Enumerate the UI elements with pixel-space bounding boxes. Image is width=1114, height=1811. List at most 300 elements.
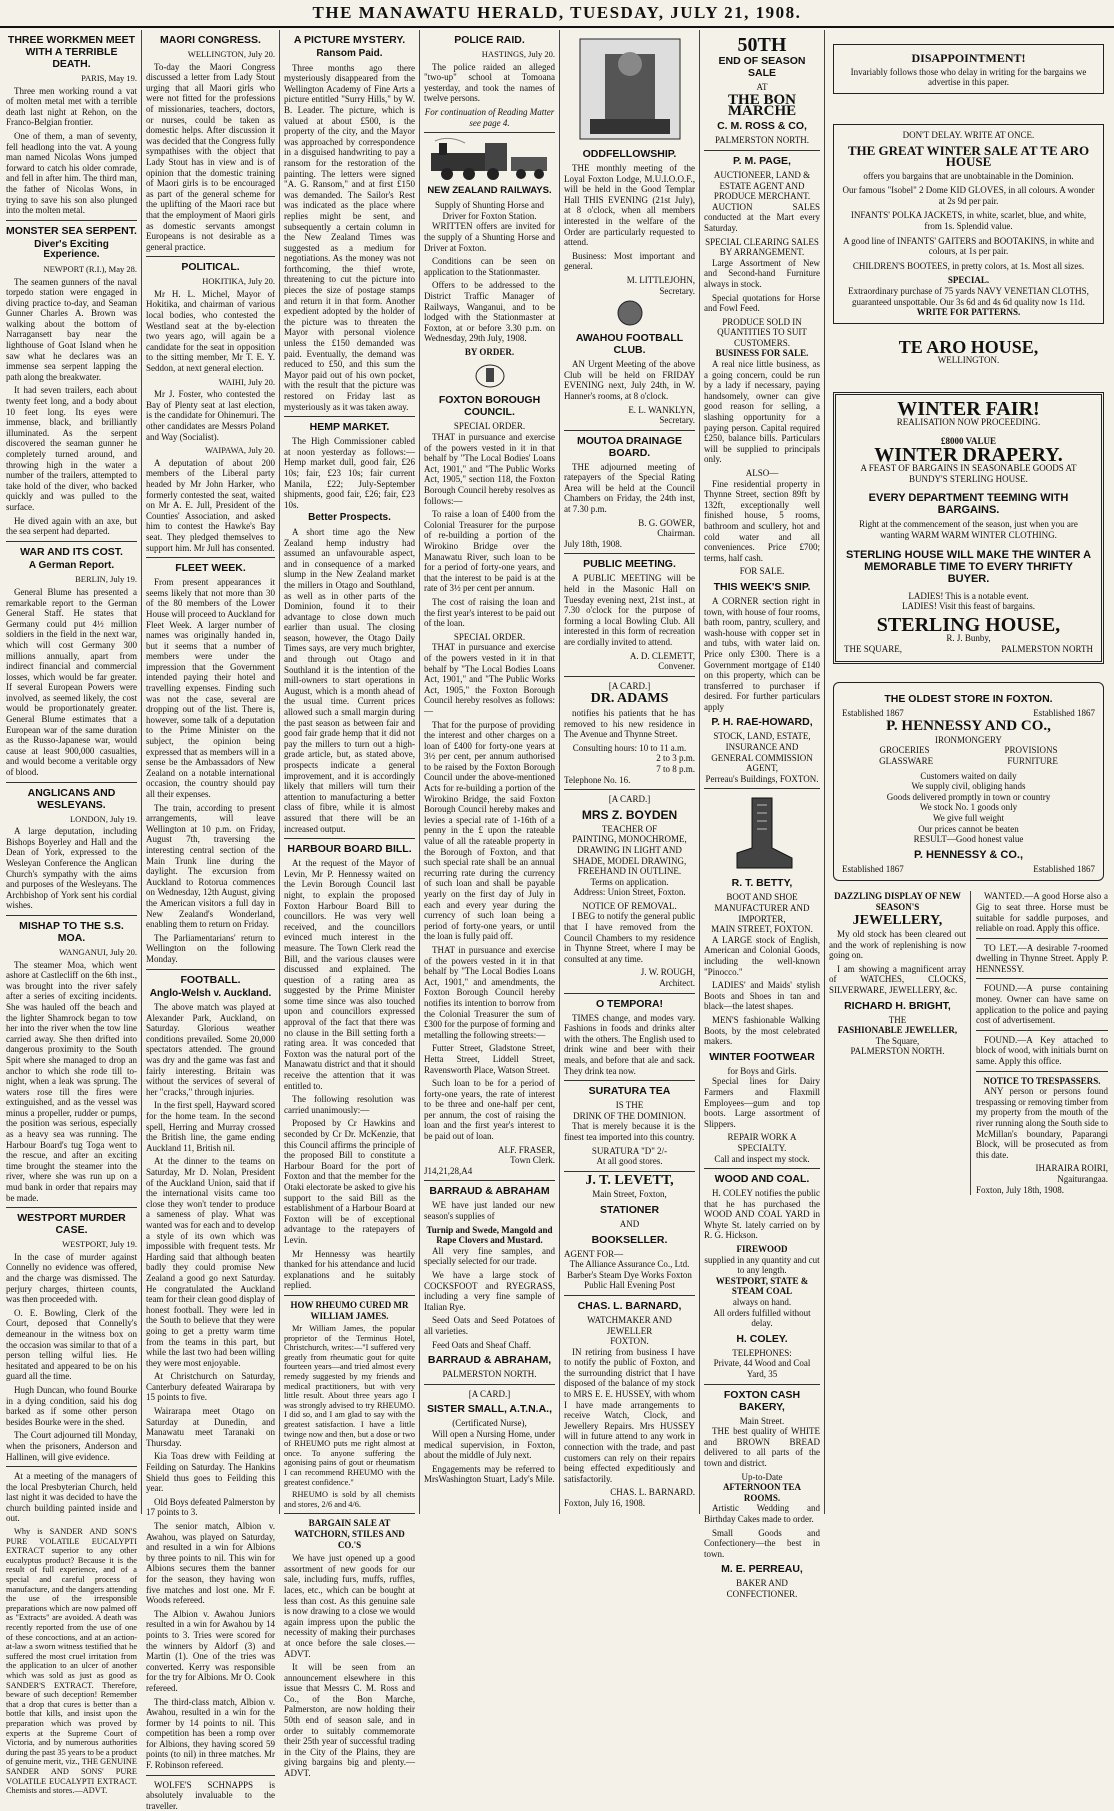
advert-heading: MRS Z. BOYDEN <box>581 807 678 822</box>
advert-heading: P. M. PAGE, <box>733 154 791 167</box>
advert-text: Goods delivered promptly in town or country <box>886 791 1051 802</box>
advert-text: FURNITURE <box>1007 755 1058 766</box>
paragraph: It had seven trailers, each about twenty feet long, and a body about 10 feet long. Its eyes were immense, black, and brilliantly illuminated. As the serpent discovered the seaman gunner he completely turned around, and throwing high in the water a number of the trailers, attempted to take hold of the diver, who backed quickly and was pulled to the surface. <box>6 385 137 512</box>
divider <box>424 132 555 133</box>
paragraph: The senior match, Albion v. Awahou, was played on Saturday, and resulted in a win for Albions by three points to nil. This win for Albions secures them the banner for the season, they having won five matches and lost one. Mr F. Woods refereed. <box>146 1521 275 1606</box>
subheadline: Anglo-Welsh v. Auckland. <box>149 987 272 999</box>
card-label: [A CARD.] <box>608 794 651 805</box>
advert-text: always on hand. <box>732 1297 792 1308</box>
advert-text: Perreau's Buildings, FOXTON. <box>705 773 819 784</box>
advert-text: Supply of Shunting Horse and Driver for Foxton Station. <box>435 200 544 221</box>
advert-heading: THE OLDEST STORE IN FOXTON. <box>884 692 1053 705</box>
paragraph: Mr H. L. Michel, Mayor of Hokitika, and chairman of various local bodies, who contested the Westland seat at the by-election two years ago, will again be a candidate for the seat in opposition to the sitting member, Mr T. E. Y. Seddon, at next general election. <box>146 288 275 374</box>
divider <box>146 256 275 257</box>
paragraph: He dived again with an axe, but the sea serpent had departed. <box>6 515 137 537</box>
divider <box>6 782 137 783</box>
headline: FLEET WEEK. <box>175 562 246 575</box>
advert-box <box>833 124 1104 324</box>
paragraph: THE monthly meeting of the Loyal Foxton Lodge, M.U.I.O.O.F., will be held in the Good Templar Hall THIS EVENING (21st July), at 8 o'clock, when all members interested in the welfare of the Order are particularly requested to attend. <box>564 163 695 248</box>
advert-heading: END OF SEASON SALE <box>718 54 806 79</box>
divider <box>6 1207 137 1208</box>
advert-text: We stock No. 1 goods only <box>919 802 1018 813</box>
advert-text: Our famous "Isobel" 2 Dome KID GLOVES, in all colours. A wonder at 2s 9d per pair. <box>842 185 1095 206</box>
paragraph: Three months ago there mysteriously disappeared from the Wellington Academy of Fine Arts a picture entitled "Surry Hills," by W. B. Leader. The picture, which is valued at about £500, is the property of the city, and the Mayor was approached by correspondence in a disguised handwriting to pay a ransom for the restoration of the painting. The letters were signed "A. G. Ransom," and at first £150 was demanded. The Sailor's Rest was indicated as the place where replies might be sent, and subsequently a certain column in the New Zealand Times was suggested as a medium for negotiations. As the money was not forthcoming, the thief wrote, threatening to cut the picture into pieces the size of postage stamps and return it in that form. Another expedient adopted by the holder of the picture was to threaten the Mayor with personal violence unless the £150 demanded was paid. Eventually, the demand was reduced to £50, and this sum the Mayor paid out of his own pocket, with the result that the picture was restored on Friday last as mysteriously as it was taken away. <box>284 62 415 412</box>
dateline: HASTINGS, July 20. <box>481 49 555 59</box>
divider <box>976 1071 1108 1072</box>
signature: CHAS. L. BARNARD. <box>610 1487 695 1498</box>
signature-title: Ngaiturangaa. <box>1057 1173 1108 1184</box>
advert-text: (Certificated Nurse), <box>452 1418 527 1429</box>
advert-text: £8000 VALUE <box>941 436 996 447</box>
paragraph: The police raided an alleged "two-up" school at Tomoana yesterday, and took the names of twelve persons. <box>424 61 555 104</box>
advert-heading: AWAHOU FOOTBALL CLUB. <box>575 332 684 357</box>
headline: WESTPORT MURDER CASE. <box>17 1212 126 1237</box>
headline: MONSTER SEA SERPENT. <box>6 224 137 237</box>
paragraph: The Albion v. Awahou Juniors resulted in a win for Awahou by 14 points to 3. Tries were scored for the winners by Aldorf (3) and Martin (1). One of the tries was converted. Kerry was responsible for the try for Albions. Mr O. Cook refereed. <box>146 1608 275 1693</box>
advert-text: SPECIAL CLEARING SALES BY ARRANGEMENT. <box>705 236 819 258</box>
advert-heading: M. E. PERREAU, <box>721 1563 803 1576</box>
advert-heading: STERLING HOUSE, <box>876 613 1061 636</box>
advert-heading: P. HENNESSY & CO., <box>913 848 1024 861</box>
paragraph: At a meeting of the managers of the local Presbyterian Church, held last night it was decided to have the church building painted inside and out. <box>6 1471 137 1524</box>
headline: POLITICAL. <box>181 261 240 274</box>
advert-text: REPAIR WORK A SPECIALTY. <box>727 1132 797 1153</box>
column-2 <box>142 30 280 1811</box>
headline: A PICTURE MYSTERY. <box>293 34 406 46</box>
advert-heading: P. HENNESSY AND CO., <box>886 718 1051 735</box>
divider <box>146 969 275 970</box>
column-7 <box>825 30 1112 1514</box>
paragraph: I BEG to notify the general public that I have removed from the Council Chambers to my residence in Thynne Street, where I may be consulted at any time. <box>564 911 695 964</box>
divider <box>564 1080 695 1081</box>
signature-title: Secretary. <box>659 415 695 426</box>
advert-text: At all good stores. <box>596 1156 663 1167</box>
divider <box>564 993 695 994</box>
advert-text: A good line of INFANTS' GAITERS and BOOTAKINS, in white and colours, at 1s per pair. <box>843 235 1094 257</box>
classified-ad: WANTED.—A good Horse also a Gig to seat three. Horse must be suitable for saddle purposes, and reliable on road. Apply this office. <box>975 891 1108 934</box>
boot-illustration <box>727 793 797 873</box>
headline: WAR AND ITS COST. <box>20 545 123 558</box>
paragraph: RHEUMO is sold by all chemists and stores, 2/6 and 4/6. <box>284 1490 415 1509</box>
signature: IHARAIRA ROIRI, <box>1035 1163 1108 1174</box>
advert-text: Established 1867 <box>1033 863 1095 874</box>
advert-text: AGENT FOR— <box>564 1248 624 1259</box>
advert-heading: HOW RHEUMO CURED MR WILLIAM JAMES. <box>290 1299 409 1321</box>
advert-text: Right at the commencement of the season, just when you are wanting WARM WARM WINTER CLOTHING. <box>859 519 1078 541</box>
paragraph: Offers to be addressed to the District Traffic Manager of Railways, Wanganui, and to be lodged with the Stationmaster at Foxton, at or before 3.30 p.m. on Wednesday, 29th July, 1908. <box>424 280 555 344</box>
divider <box>146 557 275 558</box>
paragraph: A CORNER section right in town, with house of four rooms, bath room, pantry, scullery, and wash-house with copper set in and tubs, with water laid on. Price only £300. There is a Government mortgage of £140 on this property, which can be transferred to purchaser if desired. For further particulars apply <box>704 595 820 712</box>
paragraph: The third-class match, Albion v. Awahou, resulted in a win for the former by 14 points to nil. This competition has been a romp over for Albions, they having scored 59 points (to nil) in three matches. Mr F. Robinson refereed. <box>146 1696 275 1771</box>
advert-box <box>833 392 1104 664</box>
advert-text: Main Street, Foxton, <box>592 1189 667 1200</box>
advert-text: offers you bargains that are unobtainable in the Dominion. <box>863 170 1074 181</box>
paragraph: We have a large stock of COCKSFOOT and RYEGRASS, including a very fine sample of Italian Rye. <box>424 1270 555 1312</box>
advert-heading: FOXTON BOROUGH COUNCIL. <box>438 394 541 419</box>
classifieds <box>971 891 1108 1195</box>
paragraph: Kia Toas drew with Feilding at Feilding on Saturday. The Hankins Shield thus goes to Feilding this year. <box>146 1451 275 1494</box>
advert-heading: STERLING HOUSE WILL MAKE THE WINTER A MEMORABLE TIME TO EVERY THRIFTY BUYER. <box>845 548 1092 585</box>
advert-heading: BOOKSELLER. <box>591 1233 668 1246</box>
advert-text: PALMERSTON NORTH. <box>850 1046 945 1057</box>
advert-text <box>842 745 1095 756</box>
paragraph: A short time ago the New Zealand hemp industry had assumed an unfavourable aspect, and in consequence of a marked slump in the New Zealand market the millers in Otago and Southland, as well as in other parts of the Dominion, found it to their advantage to close down much earlier than usual. The closing season, however, the Otago Daily Times says, are very much brighter, and through out Otago and Southland it is the intention of the mill-owners to start operations in August, which is a month ahead of the usual time. Current prices allowed such a small margin during the past season as between fair and good fair grade hemp that it did not pay the millers to turn out a high-grade article, but, as stated above, prospects indicate a general improvement, and it is accordingly likely that millers will turn their attention to manufacturing a better class of fibre, while it is almost assured that there will be an increased output. <box>284 526 415 834</box>
advert-heading: THE BON MARCHE <box>727 92 797 119</box>
paragraph: At the request of the Mayor of Levin, Mr P. Hennessy waited on the Levin Borough Council last night, to explain the proposed Foxton Harbour Board Bill to councillors. He was very well received, and the councillors evinced much interest in the measure. The Town Clerk read the Bill, and the various clauses were discussed and explained. The question of a rating area as suggested by the Prime Minister some time since was also touched upon and councillors expressed approval of the fact that there was no clause in the Bill setting forth a rating area. It was conceded that Foxton was the natural port of the Manawatu district and that it should receive the attention that it was entitled to. <box>284 858 415 1091</box>
advert-text: supplied in any quantity and cut to any length. <box>704 1254 820 1276</box>
divider <box>6 915 137 916</box>
advert-heading: H. COLEY. <box>736 1332 788 1345</box>
paragraph: WE have just landed our new season's supplies of <box>424 1200 555 1222</box>
advert-text: A FEAST OF BARGAINS IN SEASONABLE GOODS AT BUNDY'S STERLING HOUSE. <box>860 463 1077 484</box>
paragraph: Artistic Wedding and Birthday Cakes made to order. <box>704 1503 820 1524</box>
paragraph: Such loan to be for a period of forty-one years, the rate of interest to be three and one-half per cent, per annum, the cost of raising the loan and the first year's interest to be paid out of loan. <box>424 1078 555 1142</box>
subheadline: Ransom Paid. <box>316 48 383 59</box>
advert-text: WELLINGTON. <box>937 355 1000 366</box>
divider <box>6 1466 137 1467</box>
advert-text <box>842 708 1095 719</box>
paragraph: At Christchurch on Saturday, Canterbury defeated Wairarapa by 15 points to five. <box>146 1371 275 1403</box>
advert-text: STOCK, LAND, ESTATE, INSURANCE AND GENERAL COMMISSION AGENT, <box>711 731 813 774</box>
advert-heading: PUBLIC MEETING. <box>583 558 676 571</box>
advert-heading: WINTER DRAPERY. <box>874 443 1063 466</box>
headline: FOOTBALL. <box>180 973 241 986</box>
paragraph: Feed Oats and Sheaf Chaff. <box>432 1339 532 1350</box>
masthead: THE MANAWATU HERALD, TUESDAY, JULY 21, 1908. <box>0 0 1114 28</box>
advert-box <box>833 682 1104 882</box>
divider <box>424 1180 555 1181</box>
advert-text: BAKER AND CONFECTIONER. <box>726 1578 798 1599</box>
paragraph: THE best quality of WHITE and BROWN BREAD delivered to all parts of the town and district. <box>704 1426 820 1468</box>
paragraph: Small Goods and Confectionery—the best in town. <box>704 1527 820 1559</box>
advert-text: Up-to-Date <box>741 1471 783 1482</box>
paragraph: AUCTION SALES conducted at the Mart every Saturday. <box>704 201 820 233</box>
headline: ANGLICANS AND WESLEYANS. <box>27 786 116 811</box>
paragraph: Conditions can be seen on application to the Stationmaster. <box>424 256 555 277</box>
advert-text: Private, 44 Wood and Coal Yard, 35 <box>713 1358 811 1379</box>
paragraph: IN retiring from business I have to notify the public of Foxton, and the surrounding district that I have disposed of the balance of my stock to MRS E. E. HUSSEY, with whom I have made arrangements to receive Watch, Clock, and Jewellery Repairs. Mrs HUSSEY will in future attend to any work in connection with the trade, and past customers can rely on their repairs being effected expeditiously and satisfactorily. <box>564 1346 695 1484</box>
headline: MISHAP TO THE S.S. MOA. <box>19 919 124 944</box>
classified-ad: FOUND.—A purse containing money. Owner can have same on application to the police and paying cost of advertisement. <box>975 983 1108 1026</box>
subheadline: Diver's Exciting Experience. <box>34 238 109 261</box>
paragraph: The cost of raising the loan and the first year's interest to be paid out of the loan. <box>424 596 555 629</box>
paragraph: To-day the Maori Congress discussed a letter from Lady Stout urging that all Maori girls who were not fitted for the professions of missionaries, teachers, doctors, or nurses, could be taken as domestic helps. After discussion it was decided that the Congress fully sympathises with the object that Lady Stout has in view and is of opinion that the domestic training of Maori girls is to be encouraged as part of the general scheme for the uplifting of the Maori race but that the employment of Maori girls as domestic servants amongst Europeans is not desirable as a general practice. <box>146 61 275 252</box>
advert-text: Main Street. <box>739 1415 785 1426</box>
dateline: WELLINGTON, July 20. <box>187 49 275 59</box>
coat-of-arms-icon <box>470 360 510 390</box>
paragraph: My old stock has been cleared out and the work of replenishing is now going on. <box>829 929 966 961</box>
paragraph: A real nice little business, as a going concern, could be run by a lady if necessary, paying handsomely, owner can give good reason for selling, a slashing opportunity for a paying person. Capital required £250, balance bills. Particulars will be supplied to principals only. <box>704 359 820 465</box>
advert-heading: WINTER FOOTWEAR <box>709 1050 815 1063</box>
paragraph: The following resolution was carried unanimously:— <box>284 1094 415 1115</box>
signature: A. D. CLEMETT, <box>629 650 695 661</box>
advert-heading: TE ARO HOUSE, <box>898 336 1039 357</box>
advert-text: IRONMONGERY <box>934 734 1002 745</box>
paragraph: All very fine samples, and specially selected for our trade. <box>424 1245 555 1267</box>
advert-heading: J. T. LEVETT, <box>585 1172 674 1188</box>
paragraph: The Court adjourned till Monday, when the prisoners, Anderson and Hallinen, will give evidence. <box>6 1430 137 1462</box>
paragraph: Business: Most important and general. <box>564 250 695 272</box>
divider <box>976 1030 1108 1031</box>
signature: M. LITTLEJOHN, <box>626 274 695 285</box>
advert-heading: C. M. ROSS & CO, <box>717 120 807 133</box>
advert-text: REALISATION NOW PROCEEDING. <box>896 417 1041 428</box>
advert-text: Our prices cannot be beaten <box>918 823 1019 834</box>
paragraph: In the case of murder against Connelly no evidence was offered, and the charge was dismissed. The perjury charges, thirteen counts, was then proceeded with. <box>6 1251 137 1305</box>
paragraph: The steamer Moa, which went ashore at Castlecliff on the 6th inst., was brought into the river safely after a series of exciting incidents. She was hauled off the beach and the lighter Shamrock began to tow her into the river when the tow line carried away. She then drifted into dangerous proximity to the South Spit where she managed to drop an anchor to which she rode till to-night, when a leak was sprung. The waters rose till the fires were extinguished, and as the vessel was minus a propeller, rudder or pumps, the position was serious, especially as a heavy sea was running. The Harbour Board's tug Toga went to the rescue, and after an exciting time brought the steamer into the river, where she was run up on a mud bank in order that repairs may be made. <box>6 959 137 1203</box>
signature: E. L. WANKLYN, <box>628 404 695 415</box>
advert-text: WESTPORT, STATE & STEAM COAL <box>715 1275 809 1297</box>
advert-heading: SURATURA TEA <box>588 1085 671 1098</box>
advert-heading: FOXTON CASH BAKERY, <box>723 1388 801 1413</box>
continuation-note: For continuation of Reading Matter see page 4. <box>424 106 555 128</box>
advert-text: RESULT—Good honest value <box>913 834 1024 845</box>
paragraph: Mr J. Foster, who contested the Bay of Plenty seat at last election, is the candidate for Ohinemuri. The other candidates are Messrs Poland and Way (Socialist). <box>146 389 275 442</box>
advert-text: LADIES! Visit this feast of bargains. <box>901 601 1036 612</box>
paragraph: That for the purpose of providing the interest and other charges on a loan of £400 for forty-one years at 3½ per cent, per annum authorised to be raised by the Foxton Borough Council under the above-mentioned Acts for re-building a portion of the Wirokino Bridge, the said Foxton Borough Council hereby makes and levies a special rate of 1-16th of a penny in the £ upon the rateable value of all the rateable property in the Borough of Foxton, and that such special rate shall be an annual recurring rate during the currency of such loan and shall be payable yearly on the first day of July in each and every year during the currency of such loan being a period of forty-one years, or until the loan is fully paid off. <box>424 719 555 942</box>
advert-text: Call and inspect my stock. <box>714 1153 810 1164</box>
advert-text: FOR SALE. <box>739 566 785 577</box>
advert-text: GLASSWARE <box>879 755 934 766</box>
divider <box>704 788 820 789</box>
paragraph: Special lines for Dairy Farmers and Flaxmill Employees—gum and top boots. Large assortment of Slippers. <box>704 1076 820 1129</box>
advert-text: Established 1867 <box>1033 707 1095 718</box>
advert-text: R. J. Bunby, <box>946 633 991 644</box>
paragraph: The High Commissioner cabled at noon yesterday as follows:—Hemp market dull, good fair, £26 10s; fair, £23 10s; fair current Manila, £22; July-September shipments, good fair, £26; fair, £23 10s. <box>284 436 415 510</box>
advert-box <box>833 44 1104 94</box>
paragraph: Fine residential property in Thynne Street, section 89ft by 132ft, exceptionally well finished house, 5 rooms, bathroom and scullery, hot and cold water and all conveniences. Price £700; terms, half cash. <box>704 478 820 563</box>
advert-text: BY ORDER. <box>464 346 515 357</box>
advert-text: DRINK OF THE DOMINION. <box>573 1110 686 1121</box>
divider <box>424 1384 555 1385</box>
advert-text: Established 1867 <box>842 863 904 874</box>
paragraph: THAT in pursuance and exercise of the powers vested in it in that behalf by "The Local Bodies' Loans Act, 1901," and "The Public Works Act, 1905," section 118, the Foxton Borough Council hereby resolves as follows:— <box>424 432 555 506</box>
paragraph: THAT in pursuance and exercise of the powers vested in it in that behalf by "The Local Bodies Loans Act, 1901," and "The Public Works Act, 1905," the Foxton Borough Council hereby resolves as follows:— <box>424 642 555 716</box>
reference: J14,21,28,A4 <box>424 1165 473 1176</box>
date: Foxton, July 16, 1908. <box>564 1498 646 1508</box>
divider <box>704 150 820 151</box>
headline: THREE WORKMEN MEET WITH A TERRIBLE DEATH. <box>7 34 136 70</box>
advert-text: WRITE FOR PATTERNS. <box>916 307 1021 318</box>
divider <box>564 430 695 431</box>
advert-text: AFTERNOON TEA ROOMS. <box>722 1482 802 1503</box>
advert-heading: BARRAUD & ABRAHAM <box>429 1185 550 1198</box>
advert-text: TELEPHONES: <box>732 1347 792 1358</box>
advert-text: The Square, <box>875 1035 920 1046</box>
advert-text: GROCERIES <box>879 745 930 756</box>
signature-title: Chairman. <box>657 528 695 539</box>
advert-text: WATCHMAKER AND JEWELLER <box>587 1314 672 1336</box>
divider <box>704 1384 820 1385</box>
paragraph: TIMES change, and modes vary. Fashions in foods and drinks alter with the others. The English used to drink wine and beer with their meals, and before that ale and sack. They drink tea now. <box>564 1012 695 1076</box>
paragraph: THAT in pursuance and exercise of the powers vested in it in that behalf by "The Local Bodies Loans Act, 1901," and amendments, the Foxton Borough Council hereby notifies its intention to borrow from the Colonial Treasurer the sum of £300 for the purpose of forming and metalling the following streets:— <box>424 944 555 1040</box>
advert-text <box>844 644 1093 655</box>
divider <box>6 541 137 542</box>
paragraph: LADIES' and Maids' stylish Boots and Shoes in tan and black—the latest shapes. <box>704 980 820 1012</box>
advert-text: Established 1867 <box>842 707 904 718</box>
jeweller-advert <box>829 891 971 1195</box>
advert-heading: P. H. RAE-HOWARD, <box>711 716 813 729</box>
paragraph: I am showing a magnificent array of WATCHES, CLOCKS, SILVERWARE, JEWELLERY, &c. <box>829 963 966 996</box>
paragraph: AN Urgent Meeting of the above Club will be held on FRIDAY EVENING next, July 24th, in W. Hanner's rooms, at 8 o'clock. <box>564 359 695 401</box>
paragraph: Proposed by Cr Hawkins and seconded by Cr Dr. McKenzie, that this Council affirms the principle of the proposed Bill to constitute a Harbour Board for the port of Foxton and that the member for the Otaki electorate be asked to give his support to the said Bill as the establishment of a Harbour Board at Foxton will be of exceptional advantage to the ratepayers of Levin. <box>284 1118 415 1245</box>
advert-heading: MOUTOA DRAINAGE BOARD. <box>577 434 682 459</box>
classified-ad: TO LET.—A desirable 7-roomed dwelling in Thynne Street. Apply P. HENNESSY. <box>975 942 1108 974</box>
divider <box>284 1513 415 1514</box>
advert-heading: NOTICE OF REMOVAL. <box>582 900 677 911</box>
signature-title: Convener. <box>658 661 695 672</box>
advert-heading: JEWELLERY, <box>852 912 943 928</box>
paragraph: One of them, a man of seventy, fell headlong into the vat. A young man named Nicolas Wons jumped forward to catch his older comrade, and fell in after him. The third man, the father of Nicolas Wons, in trying to save his son also plunged into the molten metal. <box>6 130 137 216</box>
advert-text: Telephone No. 16. <box>564 774 631 785</box>
paragraph: From present appearances it seems likely that not more than 30 of the 80 members of the Lower House will proceed to Auckland for Fleet Week. A larger number of names was originally handed in, but it seems that a number of members were under the impression that the Government intended paying their hotel and travelling expenses. Finding such was not the case, several are dropping out of the list. There is, however, some talk of a deputation to the Prime Minister on the subject, the opinion being expressed that as members will in a sense be the Ambassadors of New Zealand on a notable international occasion, the country should pay all their expenses. <box>146 577 275 799</box>
dateline: LONDON, July 19. <box>69 813 137 824</box>
advert-heading: STATIONER <box>599 1203 660 1216</box>
dateline: WESTPORT, July 19. <box>62 1239 137 1250</box>
advert-text: INFANTS' POLKA JACKETS, in white, scarlet, blue, and white, from 1s. Splendid value. <box>850 210 1087 231</box>
advert-text: SURATURA "D" 2/- <box>591 1145 668 1156</box>
advert-text: Invariably follows those who delay in writing for the bargains we advertise in this paper. <box>850 66 1087 88</box>
advert-heading: SISTER SMALL, A.T.N.A., <box>426 1403 553 1416</box>
advert-text: SPECIAL ORDER. <box>453 421 526 432</box>
football-icon <box>615 298 645 328</box>
advert-text: PALMERSTON NORTH. <box>442 1369 537 1380</box>
signature-title: Town Clerk. <box>510 1155 555 1166</box>
signature-title: Secretary. <box>659 285 695 296</box>
paragraph: The above match was played at Alexander Park, Auckland, on Saturday. Glorious weather conditions prevailed. Some 20,000 spectators attended. The ground was dry and the game was fast and fairly interesting. Britain was without the services of several of her "cracks," through injuries. <box>146 1002 275 1097</box>
headline: HEMP MARKET. <box>309 421 390 434</box>
advert-text: We supply civil, obliging hands <box>911 781 1026 792</box>
paragraph: Will open a Nursing Home, under medical supervision, in Foxton, about the middle of July next. <box>424 1428 555 1461</box>
advert-heading: R. T. BETTY, <box>731 877 793 890</box>
advert-heading: NOTICE TO TRESPASSERS. <box>983 1075 1101 1086</box>
advert-heading: THE GREAT WINTER SALE AT TE ARO HOUSE <box>847 143 1090 169</box>
headline: POLICE RAID. <box>454 34 525 46</box>
advert-text: Customers waited on daily <box>920 770 1017 781</box>
paragraph: The train, according to present arrangements, will leave Wellington at 10 p.m. on Friday, August 7th, traversing the interesting central section of the Main Trunk line during the daylight. The excursion from Auckland to Rotorua commences on Wednesday, 12th August, giving the American visitors a full day in New Zealand's Wonderland, enabling them to return on Friday. <box>146 802 275 930</box>
advert-heading: EVERY DEPARTMENT TEEMING WITH BARGAINS. <box>868 492 1069 517</box>
signature-title: Architect. <box>659 978 695 989</box>
paragraph: Wairarapa meet Otago on Saturday at Dunedin, and Manawatu meet Taranaki on Thursday. <box>146 1406 275 1448</box>
divider <box>6 220 137 221</box>
advert-text: The Alliance Assurance Co., Ltd. Barber's Steam Dye Works Foxton Public Hall Evening Post <box>567 1259 692 1291</box>
advert-text: CHILDREN'S BOOTEES, in pretty colors, at 1s. Most all sizes. <box>852 260 1085 271</box>
advert-text: Address: Union Street, Foxton. <box>573 887 686 898</box>
paragraph: Why is SANDER AND SON'S PURE VOLATILE EUCALYPTI EXTRACT superior to any other eucalyptus product? Because it is the result of full experience, and of a special and careful process of manufacture, and the dangers attending the use of the irresponsible preparations which are now palmed off as "Extracts" are avoided. A death was recently reported from the use of one of these concoctions, and at an action-at-law a sworn witness testified that he suffered the most cruel irritation from the application to an ulcer of another which was sold as just as good as SANDER'S EXTRACT. Therefore, beware of such deception! Remember that a drop that cures is better than a bottle that kills, and insist upon the preparation which was proved by experts at the Supreme Court of Victoria, and by numerous authorities during the past 35 years to be a product of genuine merit, viz., THE GENUINE SANDER AND SONS' PURE VOLATILE EUCALYPTI EXTRACT. Chemists and stores.—ADVT. <box>6 1527 137 1796</box>
headline: MAORI CONGRESS. <box>160 34 261 46</box>
advert-heading: BARGAIN SALE AT WATCHORN, STILES AND CO.'S <box>294 1518 405 1550</box>
advert-heading: THIS WEEK'S SNIP. <box>713 580 811 593</box>
divider <box>284 1295 415 1296</box>
headline: HARBOUR BOARD BILL. <box>287 843 412 856</box>
advert-text <box>842 756 1095 767</box>
paragraph: notifies his patients that he has removed to his new residence in The Avenue and Thynne Street. <box>564 707 695 740</box>
divider <box>564 1295 695 1296</box>
paragraph: THE adjourned meeting of ratepayers of the Special Rating Area will be held at the Council Chambers on Friday, the 24th inst, at 7.30 p.m. <box>564 461 695 515</box>
paragraph: Futter Street, Gladstone Street, Hetta Street, Liddell Street, Ravensworth Place, Watson Street. <box>424 1043 555 1075</box>
locomotive-illustration <box>425 137 555 181</box>
advert-text: We give full weight <box>932 812 1004 823</box>
paragraph: O. E. Bowling, Clerk of the Court, deposed that Connelly's demeanour in the witness box on the occasion was similar to that of a person telling wilful lies. He hesitated and appeared to be on his guard all the time. <box>6 1307 137 1382</box>
advert-text: Consulting hours: 10 to 11 a.m. <box>572 742 687 753</box>
advert-heading: BUSINESS FOR SALE. <box>715 348 809 359</box>
advert-heading: DISAPPOINTMENT! <box>911 51 1026 65</box>
paragraph: WRITTEN offers are invited for the supply of a Shunting Horse and Driver at Foxton. <box>424 221 555 253</box>
paragraph: The seamen gunners of the naval torpedo station were engaged in diving practice to-day, and Seaman Gunner Charles A. Brown was walking about the bottom of Narragansett bay near the lighthouse of Goat Island when he saw what he declares was an immense sea serpent lapping the path along the breakwater. <box>6 276 137 382</box>
paragraph: General Blume has presented a remarkable report to the German General Staff. He states that Germany could put 4½ million soldiers in the field in the next war, which will cost Germany 300 millions annually, apart from indirect financial and commercial losses, which would be far greater. If several European Powers were involved, as seemed likely, the cost would be proportionately greater. General Blume estimates that a European war of the same duration as the Russo-Japanese war, would cause at least 900,000 casualties, and would become a veritable orgy of blood. <box>6 586 137 778</box>
column-6 <box>700 30 825 1599</box>
oddfellows-emblem-icon <box>575 34 685 144</box>
paragraph: The Parliamentarians' return to Wellington on the following Monday. <box>146 932 275 964</box>
advert-text: PRODUCE SOLD IN QUANTITIES TO SUIT CUSTOMERS. <box>717 316 807 348</box>
advert-heading: RICHARD H. BRIGHT, <box>844 999 951 1012</box>
advert-text: PAINTING, MONOCHROME, DRAWING IN LIGHT AND SHADE, MODEL DRAWING, FREEHAND IN OUTLINE. <box>572 834 687 877</box>
paragraph: It will be seen from an announcement elsewhere in this issue that Messrs C. M. Ross and Co., of the Bon Marche, Palmerston, are now holding their 50th end of season sale, and in order to suitably commemorate their 25th year of successful trading in the City of the Plains, they are giving bargains big and plenty.—ADVT. <box>284 1662 415 1779</box>
paragraph: WOLFE'S SCHNAPPS is absolutely invaluable to the traveller. <box>146 1779 275 1811</box>
advert-text: SPECIAL. <box>947 275 990 286</box>
paragraph: Mr Hennessy was heartily thanked for his attendance and lucid explanations and he suitably replied. <box>284 1248 415 1291</box>
divider <box>564 1171 695 1172</box>
advert-text: AT <box>756 81 768 92</box>
divider <box>704 1168 820 1169</box>
paragraph: That is merely because it is the finest tea imported into this country. <box>564 1121 695 1142</box>
divider <box>976 938 1108 939</box>
divider <box>564 553 695 554</box>
paragraph: A LARGE stock of English, American and Colonial Goods, including the well-known "Pinocco." <box>704 934 820 977</box>
paragraph: Special quotations for Horse and Fowl Feed. <box>704 292 820 314</box>
paragraph: We have just opened up a good assortment of new goods for our sale, including furs, muffs, ruffles, laces, etc., which can be bought at less than cost. As this genuine sale is now drawing to a close we would again impress upon the public the necessity of making their purchases at once before the sale closes.—ADVT. <box>284 1553 415 1659</box>
paragraph: Seed Oats and Seed Potatoes of all varieties. <box>424 1315 555 1336</box>
subheadline: Better Prospects. <box>308 512 391 524</box>
card-label: [A CARD.] <box>608 680 651 691</box>
advert-text: TEACHER OF <box>601 823 658 834</box>
date: Foxton, July 18th, 1908. <box>975 1184 1064 1195</box>
paragraph: A large deputation, including Bishops Boyerley and Hall and the Dean of York, expressed to the Wesleyan Conference the Anglican Church's sympathy with the aims and purposes of the Wesleyans. The Archbishop of York sent his cordial wishes. <box>6 826 137 911</box>
paragraph: MEN'S fashionable Walking Boots, by the most celebrated makers. <box>704 1014 820 1047</box>
advert-text: IS THE <box>615 1100 644 1111</box>
classified-ad: FOUND.—A Key attached to block of wood, with initials burnt on same. Apply this office. <box>975 1034 1108 1067</box>
signature: B. G. GOWER, <box>638 517 695 528</box>
signature: ALF. FRASER, <box>497 1144 555 1155</box>
advert-text: PROVISIONS <box>1004 745 1058 756</box>
dateline: WANGANUI, July 20. <box>59 946 137 957</box>
paragraph: Engagements may be referred to MrsWashington Stuart, Lady's Mile. <box>424 1463 555 1485</box>
column-4 <box>420 30 560 1514</box>
advert-text: PALMERSTON NORTH. <box>715 135 809 146</box>
dateline: WAIPAWA, July 20. <box>205 445 275 456</box>
subheadline: A German Report. <box>28 559 115 571</box>
paragraph: At the dinner to the teams on Saturday, Mr D. Nolan, President of the Auckland Union, said that if the international visits came too close they won't tender to produce a sameness of play. What was wanted was for each and to develop a style of its own which was impossible with frequent tests. Mr Harding said that although beaten badly they could promise New Zealand a good go next Saturday. He congratulated the Auckland team for their clean good display of honest football. They were led in the South to believe that they were going to get a pretty warm time from the teams in this part, but while the last two had been willing they were most enjoyable. <box>146 1156 275 1368</box>
advert-heading: DAZZLING DISPLAY OF NEW SEASON'S <box>834 891 961 912</box>
divider <box>976 978 1108 979</box>
advert-text: THE SQUARE, <box>844 644 902 654</box>
advert-text: 2 to 3 p.m. <box>656 753 695 764</box>
advert-text: PALMERSTON NORTH <box>1001 644 1093 654</box>
paragraph: Old Boys defeated Palmerston by 17 points to 3. <box>146 1496 275 1518</box>
paragraph: H. COLEY notifies the public that he has purchased the WOOD AND COAL YARD in Whyte St. lately carried on by R. G. Hickson. <box>704 1188 820 1241</box>
paragraph: ANY person or persons found trespassing or removing timber from my property from the mouth of the river running along the South side to McMillan's boundary, Paparangi Block, will be prosecuted as from this date. <box>975 1086 1108 1160</box>
card-label: [A CARD.] <box>468 1388 511 1399</box>
divider <box>564 676 695 677</box>
divider <box>284 416 415 417</box>
advert-heading: 50TH <box>737 34 787 56</box>
advert-heading: CHAS. L. BARNARD, <box>577 1299 682 1312</box>
advert-text: FIREWOOD <box>736 1244 788 1255</box>
divider <box>564 789 695 790</box>
advert-text: FOXTON. <box>610 1336 649 1347</box>
advert-text: DON'T DELAY. WRITE AT ONCE. <box>902 129 1035 140</box>
advert-text: THE <box>888 1014 907 1025</box>
